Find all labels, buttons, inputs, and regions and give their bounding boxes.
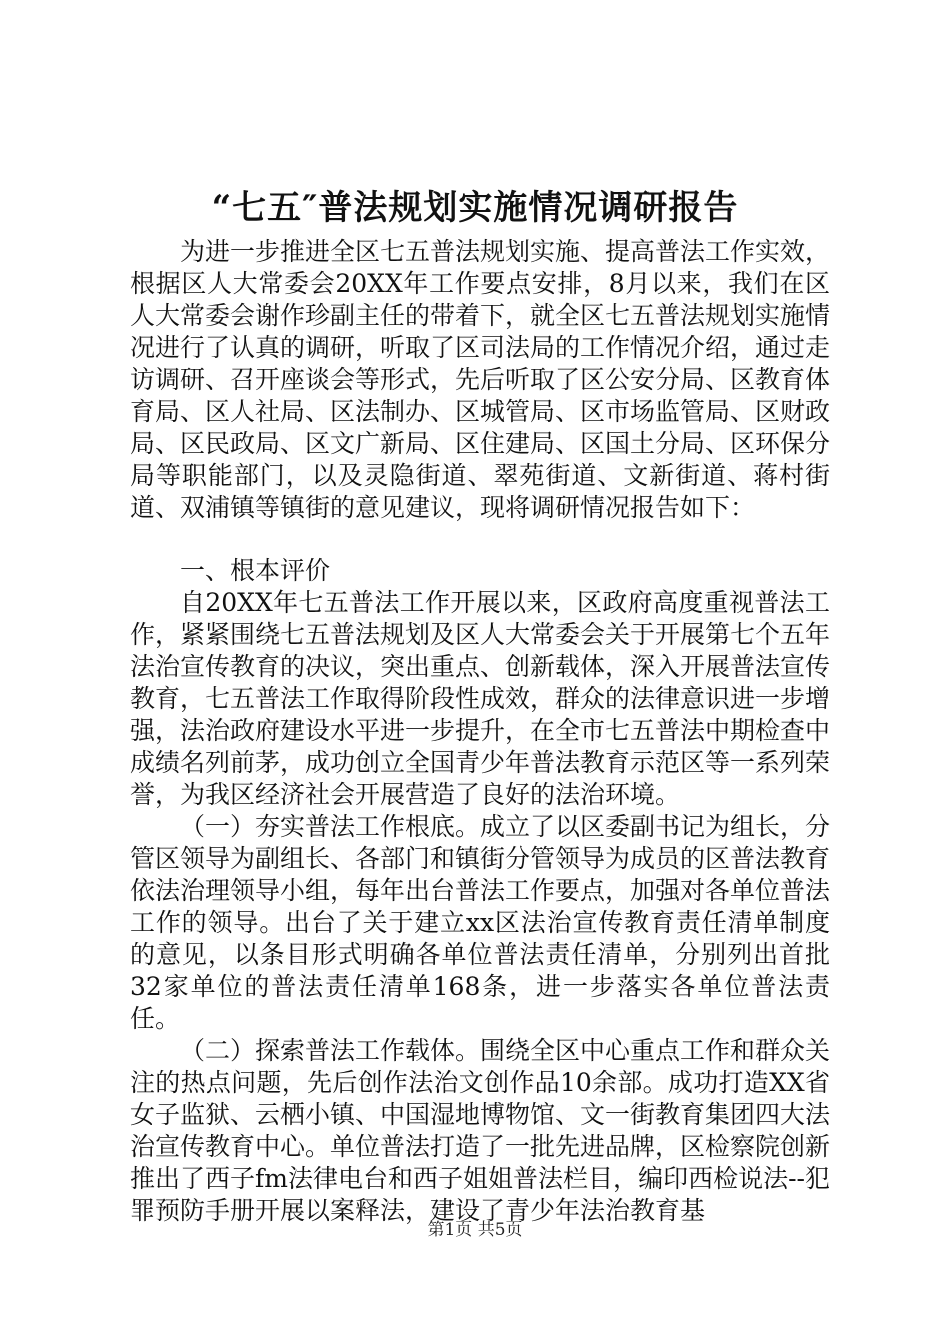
body-paragraph: 自20XX年七五普法工作开展以来，区政府高度重视普法工作，紧紧围绕七五普法规划及区人大常委会关于开展第七个五年法治宣传教育的决议，突出重点、创新载体，深入开展普法宣传教育，七五普法工作取得阶段性成效，群众的法律意识进一步增强，法治政府建设水平进一步提升，在全市七五普法中期检查中成绩名列前茅，成功创立全国青少年普法教育示范区等一系列荣誉，为我区经济社会开展营造了良好的法治环境。 bbox=[130, 588, 831, 809]
page-footer: 第1页 共5页 bbox=[427, 1220, 523, 1240]
document-body bbox=[130, 236, 830, 1227]
intro-paragraph: 为进一步推进全区七五普法规划实施、提高普法工作实效，根据区人大常委会20XX年工作要点安排，8月以来，我们在区人大常委会谢作珍副主任的带着下，就全区七五普法规划实施情况进行了认真的调研，听取了区司法局的工作情况介绍，通过走访调研、召开座谈会等形式，先后听取了区公安分局、区教育体育局、区人社局、区法制办、区城管局、区市场监管局、区财政局、区民政局、区文广新局、区住建局、区国土分局、区环保分局等职能部门，以及灵隐街道、翠苑街道、文新街道、蒋村街道、双浦镇等镇街的意见建议，现将调研情况报告如下： bbox=[130, 237, 831, 522]
section-heading: 一、根本评价 bbox=[180, 556, 331, 585]
document-title: “七五″普法规划实施情况调研报告 bbox=[211, 188, 739, 228]
body-paragraph: （二）探索普法工作载体。围绕全区中心重点工作和群众关注的热点问题，先后创作法治文创作品10余部。成功打造XX省女子监狱、云栖小镇、中国湿地博物馆、文一街教育集团四大法治宣传教育中心。单位普法打造了一批先进品牌，区检察院创新推出了西子fm法律电台和西子姐姐普法栏目，编印西检说法--犯罪预防手册开展以案释法，建设了青少年法治教育基 bbox=[130, 1036, 831, 1225]
body-paragraph: （一）夯实普法工作根底。成立了以区委副书记为组长，分管区领导为副组长、各部门和镇街分管领导为成员的区普法教育依法治理领导小组，每年出台普法工作要点，加强对各单位普法工作的领导。出台了关于建立xx区法治宣传教育责任清单制度的意见，以条目形式明确各单位普法责任清单，分别列出首批32家单位的普法责任清单168条，进一步落实各单位普法责任。 bbox=[130, 812, 831, 1033]
